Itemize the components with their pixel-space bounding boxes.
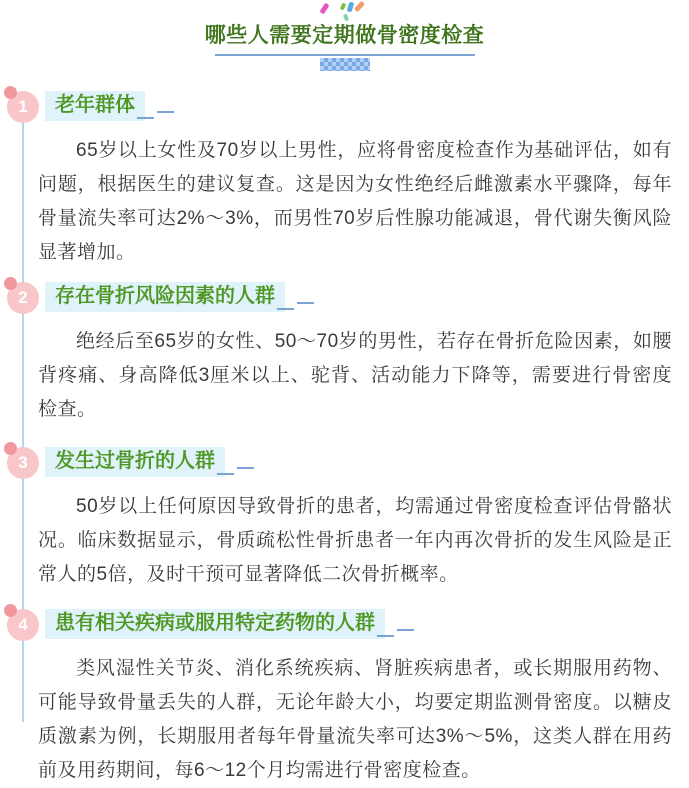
section-number: 3 [18,453,28,472]
section-number: 1 [18,97,28,116]
heading-dash-decoration [137,117,154,119]
section-3-heading: 发生过骨折的人群 [45,447,225,477]
section-2-paragraph: 绝经后至65岁的女性、50～70岁的男性，若存在骨折危险因素，如腰背疼痛、身高降低3厘米以上、驼背、活动能力下降等，需要进行骨密度检查。 [38,331,672,420]
article-header [0,0,689,71]
heading-dash-decoration [397,629,414,631]
section-4-number-badge [7,609,39,641]
section-4-heading: 患有相关疾病或服用特定药物的人群 [45,609,385,639]
heading-dash-decoration [237,467,254,469]
heading-dash-decoration [297,302,314,304]
section-elderly [0,91,689,270]
page-title: 哪些人需要定期做骨密度检查 [204,24,485,47]
section-1-heading: 老年群体 [45,91,145,121]
section-prior-fracture [0,447,689,592]
heading-dash-decoration [157,111,174,113]
section-disease-medication [0,609,689,788]
section-3-paragraph: 50岁以上任何原因导致骨折的患者，均需通过骨密度检查评估骨骼状况。临床数据显示，骨质疏松性骨折患者一年内再次骨折的发生风险是正常人的5倍，及时干预可显著降低二次骨折概率。 [38,496,672,585]
section-number: 4 [18,615,28,634]
heading-dash-decoration [277,308,294,310]
section-1-paragraph: 65岁以上女性及70岁以上男性，应将骨密度检查作为基础评估，如有问题，根据医生的建议复查。这是因为女性绝经后雌激素水平骤降，每年骨量流失率可达2%～3%，而男性70岁后性腺功能减退，骨代谢失衡风险显著增加。 [38,140,672,263]
badge-bubble-decoration [4,277,17,290]
badge-bubble-decoration [4,604,17,617]
section-3-number-badge [7,447,39,479]
section-number: 2 [18,288,28,307]
section-fracture-risk [0,282,689,427]
section-1-header [18,91,689,121]
section-4-paragraph: 类风湿性关节炎、消化系统疾病、肾脏疾病患者，或长期服用药物、可能导致骨量丢失的人群，无论年龄大小，均要定期监测骨密度。以糖皮质激素为例，长期服用者每年骨量流失率可达3%～5%，这类人群在用药前及用药期间，每6～12个月均需进行骨密度检查。 [38,658,672,781]
section-4-header [18,609,689,639]
section-2-header [18,282,689,312]
title-underline [215,54,475,56]
section-3-header [18,447,689,477]
heading-dash-decoration [377,635,394,637]
checkerboard-accent [320,58,370,71]
badge-bubble-decoration [4,86,17,99]
badge-bubble-decoration [4,442,17,455]
section-2-heading: 存在骨折风险因素的人群 [45,282,285,312]
section-2-number-badge [7,282,39,314]
section-1-number-badge [7,91,39,123]
heading-dash-decoration [217,473,234,475]
